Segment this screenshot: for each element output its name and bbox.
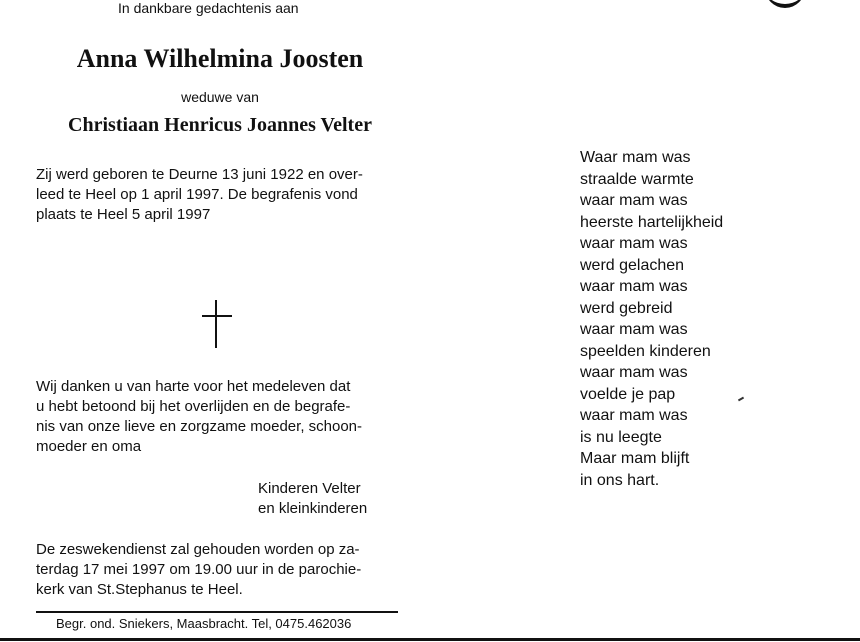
thanks-paragraph [36,377,416,457]
signature-block [258,479,367,519]
birth-death-line: plaats te Heel 5 april 1997 [36,206,211,223]
poem-line: straalde warmte [580,170,694,188]
printer-credit: Begr. ond. Sniekers, Maasbracht. Tel, 0475.462036 [56,616,352,631]
poem [580,147,723,491]
ink-speck [738,397,744,402]
poem-line: in ons hart. [580,471,660,489]
poem-line: voelde je pap [580,385,676,403]
signature-line: en kleinkinderen [258,500,368,517]
poem-line: Waar mam was [580,149,691,166]
footer-divider [36,611,398,613]
thanks-line: moeder en oma [36,438,142,455]
mass-line: De zeswekendienst zal gehouden worden op za- [36,541,360,558]
birth-death-line: leed te Heel op 1 april 1997. De begrafenis vond [36,186,358,203]
mass-paragraph [36,540,416,600]
poem-line: waar mam was [580,364,688,381]
poem-line: Maar mam blijft [580,450,690,467]
bottom-border [0,638,860,641]
deceased-name: Anna Wilhelmina Joosten [76,44,364,73]
poem-line: heerste hartelijkheid [580,213,724,231]
birth-death-line: Zij werd geboren te Deurne 13 juni 1922 en over- [36,166,363,183]
intro-text: In dankbare gedachtenis aan [118,0,299,16]
cross-icon [202,300,232,348]
widow-of-text: weduwe van [181,89,259,105]
signature-line: Kinderen Velter [258,480,361,497]
mass-line: kerk van St.Stephanus te Heel. [36,581,243,598]
poem-line: waar mam was [580,192,688,209]
poem-line: waar mam was [580,278,688,295]
spouse-name: Christiaan Henricus Joannes Velter [68,114,372,136]
poem-line: werd gelachen [580,256,685,274]
poem-line: waar mam was [580,407,688,424]
birth-death-paragraph [36,165,416,225]
corner-mark [765,0,805,8]
poem-line: waar mam was [580,235,688,252]
poem-line: is nu leegte [580,428,662,446]
poem-line: werd gebreid [580,299,673,317]
poem-line: waar mam was [580,321,688,338]
mass-line: terdag 17 mei 1997 om 19.00 uur in de parochie- [36,561,362,578]
thanks-line: nis van onze lieve en zorgzame moeder, schoon- [36,418,363,435]
thanks-line: u hebt betoond bij het overlijden en de begrafe- [36,398,351,415]
thanks-line: Wij danken u van harte voor het medeleven dat [36,378,351,395]
poem-line: speelden kinderen [580,342,711,360]
